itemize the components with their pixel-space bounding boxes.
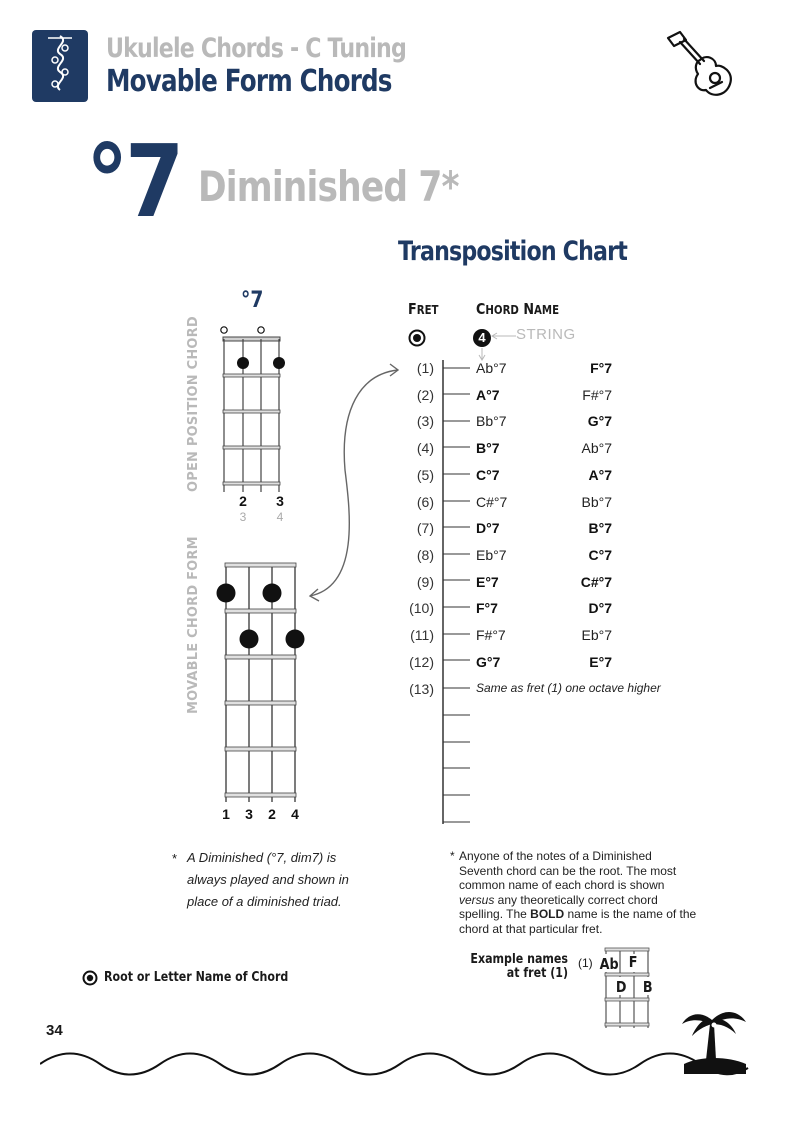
header-title: Movable Form Chords: [106, 64, 392, 99]
fret-scale: [440, 360, 470, 826]
chord-name-alternate: Ab°7: [581, 440, 612, 456]
chord-name-primary: C#°7: [476, 494, 508, 510]
example-fret: (1): [578, 956, 593, 970]
chord-name: Diminished 7*: [198, 162, 459, 211]
ukulele-icon: [660, 28, 742, 104]
open-string-2: 4: [276, 510, 284, 524]
fret-number: (7): [416, 520, 434, 536]
chord-name-primary: Bb°7: [476, 413, 507, 429]
fret-number: (12): [409, 654, 434, 670]
open-finger-2: 3: [276, 493, 284, 509]
movable-chord-diagram: [216, 560, 308, 804]
chord-name-alternate: Bb°7: [581, 494, 612, 510]
right-footnote-line-4: [459, 893, 729, 908]
transposition-title: Transposition Chart: [398, 236, 628, 267]
left-footnote-line-2: always played and shown in: [187, 872, 349, 887]
book-logo: [32, 30, 88, 102]
example-label-2: at fret (1): [506, 966, 568, 981]
fret-number: (3): [416, 413, 434, 429]
chord-name-primary: Ab°7: [476, 360, 507, 376]
bold-word: BOLD: [530, 907, 565, 921]
right-footnote-line-5-post: name is the name of the: [564, 907, 697, 921]
header-subtitle: Ukulele Chords - C Tuning: [106, 33, 407, 64]
chord-name-alternate: E°7: [589, 654, 612, 670]
chord-column-header: CHORD NAME: [476, 300, 560, 318]
page-number: 34: [46, 1022, 63, 1039]
chord-name-alternate: A°7: [588, 467, 612, 483]
chord-name-primary: F#°7: [476, 627, 506, 643]
string-label: STRING: [516, 326, 576, 343]
chord-name-alternate: G°7: [587, 413, 612, 429]
right-footnote-line-2: Seventh chord can be the root. The most: [459, 863, 677, 878]
fret-number: (9): [416, 574, 434, 590]
movable-finger-3: 2: [268, 806, 276, 822]
chord-symbol: °7: [86, 123, 181, 240]
chord-name-alternate: C#°7: [580, 574, 612, 590]
fret-number-13: (13): [409, 681, 434, 697]
right-footnote-line-6: chord at that particular fret.: [459, 921, 603, 936]
right-footnote-marker: *: [450, 849, 455, 863]
chord-name-alternate: F#°7: [582, 387, 612, 403]
example-note-d: D: [615, 978, 627, 996]
movable-finger-4: 4: [291, 806, 299, 822]
legend-root-icon: [82, 970, 98, 986]
chord-name-primary: A°7: [476, 387, 500, 403]
chord-name-primary: C°7: [476, 467, 500, 483]
chord-name-alternate: C°7: [588, 547, 612, 563]
chord-name-alternate: Eb°7: [581, 627, 612, 643]
chord-name-primary: F°7: [476, 600, 498, 616]
left-footnote-marker: *: [172, 851, 178, 866]
fret-number: (1): [416, 360, 434, 376]
example-label-1: Example names: [470, 952, 568, 967]
open-chord-symbol: °7: [241, 288, 264, 313]
left-footnote: [187, 847, 387, 913]
open-chord-diagram: [218, 322, 288, 494]
fret-column-header: FRET: [408, 300, 439, 318]
curved-arrow: [300, 360, 410, 610]
chord-name-primary: G°7: [476, 654, 501, 670]
row13-note: Same as fret (1) one octave higher: [476, 681, 661, 695]
open-position-label: OPEN POSITION CHORD: [186, 316, 201, 492]
right-footnote-line-4-rest: any theoretically correct chord: [494, 892, 658, 907]
open-string-1: 3: [239, 510, 247, 524]
movable-finger-1: 1: [222, 806, 230, 822]
right-footnote-line-5: [459, 907, 729, 922]
chord-name-primary: D°7: [476, 520, 500, 536]
left-footnote-line-3: place of a diminished triad.: [187, 894, 342, 909]
chord-name-primary: E°7: [476, 574, 499, 590]
chord-name-primary: B°7: [476, 440, 500, 456]
wave-decoration: [40, 1040, 750, 1080]
right-footnote-line-5-pre: spelling. The: [459, 907, 531, 921]
example-note-b: B: [642, 978, 653, 996]
right-footnote-line-3: common name of each chord is shown: [459, 878, 665, 892]
chord-name-alternate: D°7: [588, 600, 612, 616]
open-finger-1: 2: [239, 493, 247, 509]
fret-number: (4): [416, 440, 434, 456]
chord-name-primary: Eb°7: [476, 547, 507, 563]
versus-word: versus: [459, 892, 495, 907]
ukulele-neck-icon: [32, 30, 88, 102]
right-footnote: [459, 849, 729, 936]
root-target-icon: [408, 329, 426, 347]
right-footnote-line-1: Anyone of the notes of a Diminished: [459, 849, 652, 863]
fret-number: (8): [416, 547, 434, 563]
fret-number: (6): [416, 494, 434, 510]
fret-number: (2): [416, 387, 434, 403]
legend-text: Root or Letter Name of Chord: [104, 970, 289, 985]
string-arrows: [476, 330, 520, 362]
string-number: 4: [478, 330, 486, 345]
palm-tree-icon: [680, 1004, 750, 1074]
example-note-f: F: [628, 953, 638, 971]
fret-number: (10): [409, 600, 434, 616]
movable-finger-2: 3: [245, 806, 253, 822]
movable-form-label: MOVABLE CHORD FORM: [186, 536, 201, 714]
fret-number: (11): [410, 627, 434, 643]
example-note-ab: Ab: [599, 955, 619, 973]
left-footnote-line-1: A Diminished (°7, dim7) is: [187, 850, 337, 865]
chord-name-alternate: F°7: [590, 360, 612, 376]
fret-number: (5): [416, 467, 434, 483]
chord-name-alternate: B°7: [588, 520, 612, 536]
